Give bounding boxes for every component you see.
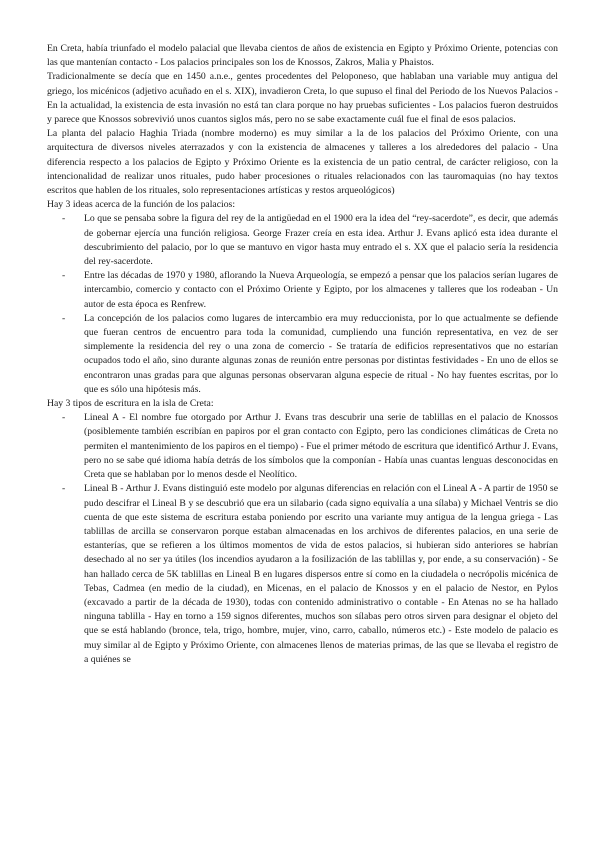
palace-functions-list <box>47 212 558 397</box>
list-item: - Entre las décadas de 1970 y 1980, aflorando la Nueva Arqueología, se empezó a pensar que los palacios serían lugares de intercambio, comercio y contacto con el Próximo Oriente y Egipto, por los almacenes y talleres que los rodeaban - Un autor de esta época es Renfrew. <box>47 269 558 312</box>
list-item: - Lineal B - Arthur J. Evans distinguió este modelo por algunas diferencias en relación con el Lineal A - A partir de 1950 se pudo descifrar el Lineal B y se descubrió que era un silabario (cada signo equivalía a una sílaba) y Michael Ventris se dio cuenta de que este sistema de escritura estaba poniendo por escrito una variante muy antigua de la lengua griega - Las tablillas de arcilla se conservaron porque estaban almacenadas en los archivos de diferentes palacios, en una serie de estanterías, que se refieren a los últimos momentos de vida de estos palacios, si hubieran sido anteriores se habrían desechado al no ser ya útiles (los incendios ayudaron a la fosilización de las tablillas y, por ende, a su conservación) - Se han hallado cerca de 5K tablillas en Lineal B en lugares dispersos entre sí como en la ciudadela o necrópolis micénica de Tebas, Cadmea (en medio de la ciudad), en Micenas, en el palacio de Knossos y en el palacio de Nestor, en Pylos (excavado a partir de la década de 1930), todas con contenido administrativo o contable - En Atenas no se ha hallado ninguna tablilla - Hay en torno a 159 signos diferentes, muchos son sílabas pero otros sirven para designar el objeto del que se está hablando (bronce, tela, trigo, hombre, mujer, vino, carro, caballo, números etc.) - Este modelo de palacio es muy similar al de Egipto y Próximo Oriente, con almacenes llenos de materias primas, de las que se llevaba el registro de a quiénes se <box>47 482 558 667</box>
writing-types-list <box>47 411 558 667</box>
list-item: - La concepción de los palacios como lugares de intercambio era muy reduccionista, por lo que actualmente se defiende que fueran centros de encuentro para toda la comunidad, cumpliendo una función representativa, en vez de ser simplemente la residencia del rey o una zona de comercio - Se trataría de edificios representativos que no estarían ocupados todo el año, sino durante algunas zonas de reunión entre personas por distintas festividades - En uno de ellos se encontraron unas gradas para que algunas personas observaran alguna especie de ritual - No hay fuentes escritas, por lo que es sólo una hipótesis más. <box>47 312 558 397</box>
paragraph-haghia-triada: La planta del palacio Haghia Triada (nombre moderno) es muy similar a la de los palacios del Próximo Oriente, con una arquitectura de diversos niveles aterrazados y con la existencia de almacenes y talleres a los alrededores del palacio - Una diferencia respecto a los palacios de Egipto y Próximo Oriente es la existencia de un patio central, de carácter religioso, con la intencionalidad de realizar unos rituales, pudo haber procesiones o rituales relacionados con las tauromaquias (no hay textos escritos que hablen de los rituales, solo representaciones artísticas y restos arqueológicos) <box>47 128 558 197</box>
list-item: - Lo que se pensaba sobre la figura del rey de la antigüedad en el 1900 era la idea del “rey-sacerdote”, es decir, que además de gobernar ejercía una función religiosa. George Frazer creía en esta idea. Arthur J. Evans aplicó esta idea durante el descubrimiento del palacio, por lo que se mantuvo en vigor hasta muy entrado el s. XX que el palacio sería la residencia del rey-sacerdote. <box>47 212 558 269</box>
paragraph-writing-types-intro: Hay 3 tipos de escritura en la isla de Creta: <box>47 398 214 410</box>
paragraph-mycenaean-invasion: Tradicionalmente se decía que en 1450 a.n.e., gentes procedentes del Peloponeso, que hablaban una variable muy antigua del griego, los micénicos (adjetivo acuñado en el s. XIX), invadieron Creta, lo que supuso el final del Periodo de los Nuevos Palacios - En la actualidad, la existencia de esta invasión no está tan clara porque no hay pruebas suficientes - Los palacios fueron destruidos y parece que Knossos sobrevivió unos cuantos siglos más, pero no se sabe exactamente cuál fue el final de esos palacios. <box>47 71 558 126</box>
paragraph-minoan-palaces: En Creta, había triunfado el modelo palacial que llevaba cientos de años de existencia en Egipto y Próximo Oriente, potencias con las que mantenían contacto - Los palacios principales son los de Knossos, Zakros, Malia y Phaistos. <box>47 43 558 69</box>
paragraph-palace-functions-intro: Hay 3 ideas acerca de la función de los palacios: <box>47 199 236 211</box>
list-item: - Lineal A - El nombre fue otorgado por Arthur J. Evans tras descubrir una serie de tablillas en el palacio de Knossos (posiblemente también escribían en papiros por el gran contacto con Egipto, pero las condiciones climáticas de Creta no permiten el mantenimiento de los papiros en el tiempo) - Fue el primer método de escritura que identificó Arthur J. Evans, pero no se sabe qué idioma había detrás de los símbolos que la componían - Había unas cuantas lenguas desconocidas en Creta que se hablaban por lo menos desde el Neolítico. <box>47 411 558 482</box>
